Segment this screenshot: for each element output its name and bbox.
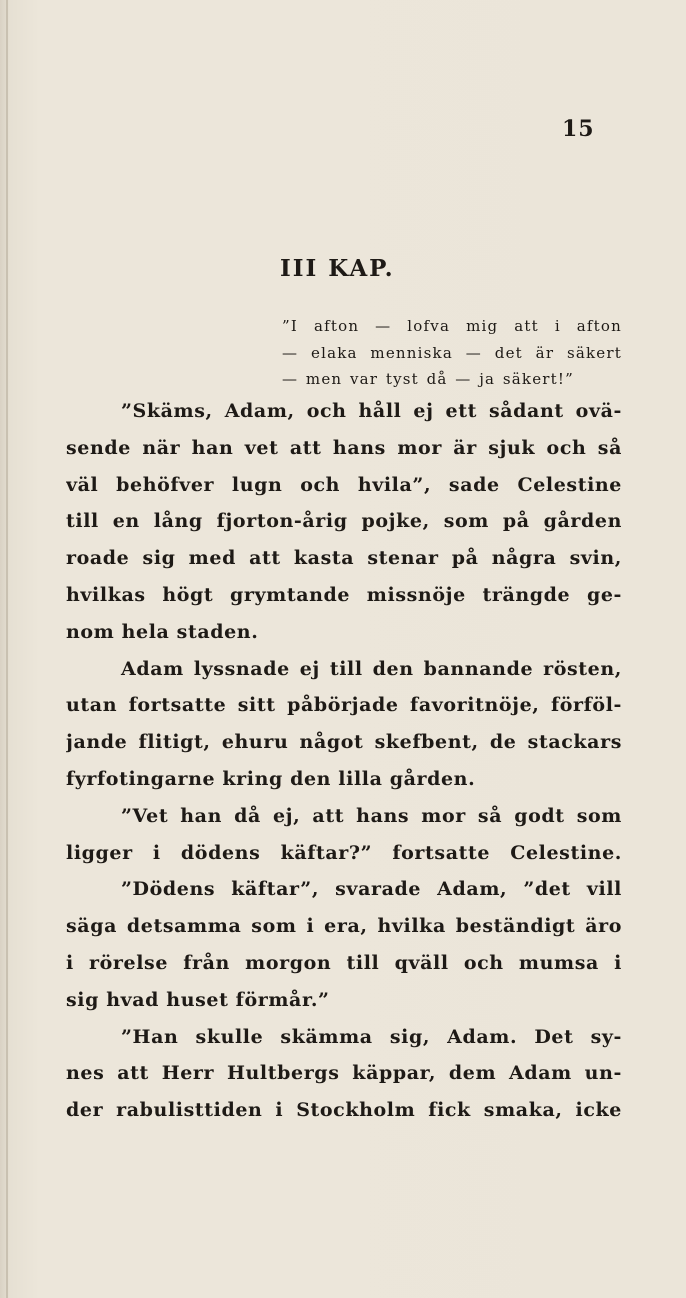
text-line: nom hela staden. <box>66 620 259 643</box>
text-line: sende när han vet att hans mor är sjuk och så <box>66 436 622 459</box>
text-line: väl behöfver lugn och hvila”, sade Celestine <box>66 473 622 496</box>
text-line: roade sig med att kasta stenar på några svin, <box>66 547 622 570</box>
text-line: sig hvad huset förmår.” <box>66 988 330 1011</box>
chapter-heading: III KAP. <box>280 255 395 282</box>
text-line: ”Han skulle skämma sig, Adam. Det sy- <box>121 1025 622 1048</box>
body-text <box>66 393 622 1129</box>
text-line: ”Skäms, Adam, och håll ej ett sådant ovä- <box>121 400 622 422</box>
text-line: till en lång fjorton-årig pojke, som på gården <box>66 510 622 533</box>
epigraph-line: — elaka menniska — det är säkert <box>282 343 622 362</box>
text-line: Adam lyssnade ej till den bannande rösten, <box>121 657 622 680</box>
text-line: i rörelse från morgon till qväll och mumsa i <box>66 951 622 974</box>
epigraph-line: — men var tyst då — ja säkert!” <box>282 370 574 388</box>
text-line: ligger i dödens käftar?” fortsatte Celestine. <box>66 841 622 864</box>
text-line: ”Vet han då ej, att hans mor så godt som <box>121 804 622 827</box>
text-line: säga detsamma som i era, hvilka beständigt äro <box>66 915 622 938</box>
text-line: jande flitigt, ehuru något skefbent, de stackars <box>66 731 622 754</box>
text-line: hvilkas högt grymtande missnöje trängde ge- <box>66 583 622 606</box>
text-line: utan fortsatte sitt påbörjade favoritnöje, förföl- <box>66 694 622 717</box>
epigraph-line: ”I afton — lofva mig att i afton <box>282 317 622 335</box>
epigraph <box>282 313 622 393</box>
page-number: 15 <box>562 116 595 142</box>
text-line: nes att Herr Hultbergs käppar, dem Adam un- <box>66 1062 622 1085</box>
text-line: fyrfotingarne kring den lilla gården. <box>66 767 476 790</box>
page-gutter <box>6 0 8 1298</box>
text-line: ”Dödens käftar”, svarade Adam, ”det vill <box>121 878 622 901</box>
text-line: der rabulisttiden i Stockholm fick smaka, icke <box>66 1099 622 1122</box>
